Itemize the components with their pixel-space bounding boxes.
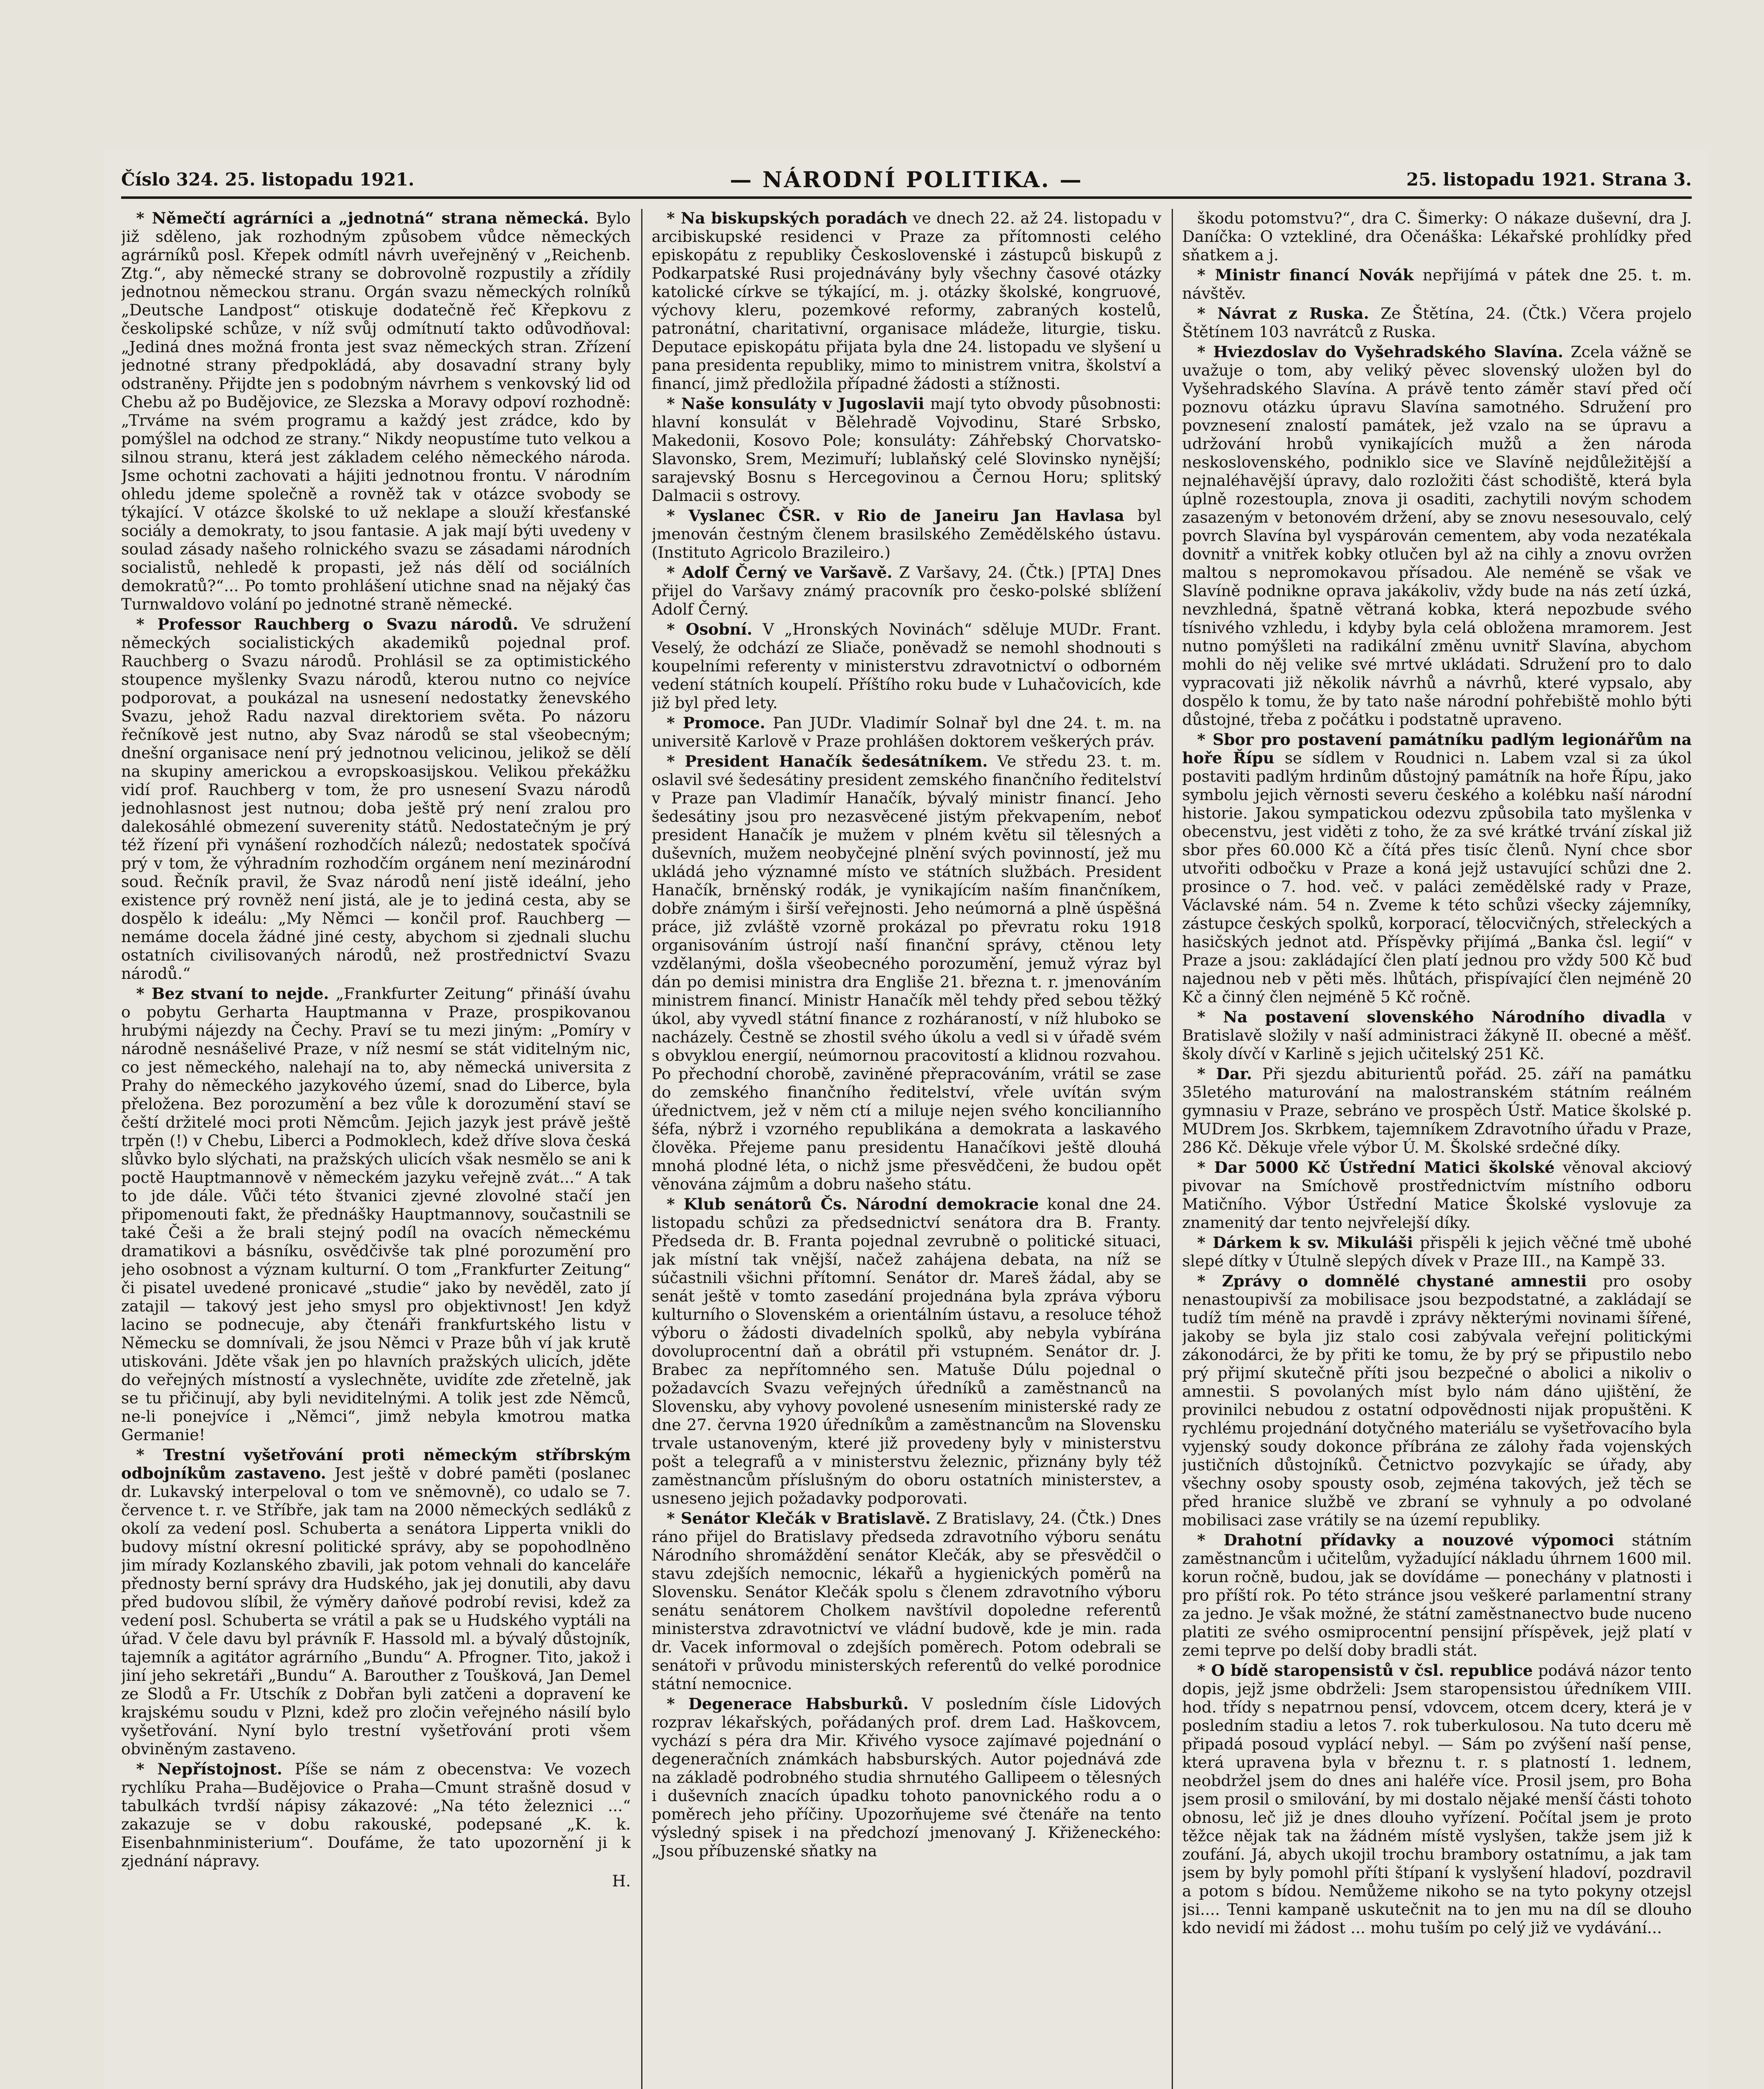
news-item bbox=[652, 752, 1161, 1193]
news-item-headline: * Adolf Černý ve Varšavě. bbox=[667, 563, 893, 582]
news-item-headline: * Hviezdoslav do Vyšehradského Slavína. bbox=[1197, 343, 1563, 361]
news-item-headline: * Degenerace Habsburků. bbox=[667, 1695, 909, 1713]
news-item-body: „Frankfurter Zeitung“ přináší úvahu o pobytu Gerharta Hauptmanna v Praze, prospikovanou hrubými nájezdy na Čechy. Praví se tu mezi jiným: „Pomíry v národně nesnášelivé Praze, v níž nesmí se stát viditelným nic, co jest německého, nalehají na to, aby německá universita z Prahy do německého jazykového území, snad do Liberce, byla přeložena. Bez porozumění a bez vůle k dorozumění staví se čeští držitelé moci proti Němcům. Jejich jazyk jest právě ještě trpěn (!) v Chebu, Liberci a Podmoklech, kdež dříve slova česká slůvko bylo slýchati, na pražských ulicích však nesmělo se ani k poctě Hauptmannově v německém jazyku veřejně zvát...“ A tak to jde dále. Vůči této štvanici zjevné zlovolné stačí jen připomenouti fakt, že přednášky Hauptmannovy, součastnili se také Češi a že brali stejný podíl na ovacích německému dramatikovi a básníku, osvědčivše tak plné porozumění pro jeho osobnost a význam kulturní. O tom „Frankfurter Zeitung“ či pisatel uvedené pronicavé „studie“ jako by nevěděl, zato jí zatajil — takový jest jeho smysl pro objektivnost! Jen když lacino se podnecuje, aby čtenáři frankfurtského listu v Německu se domnívali, že jsou Němci v Praze bůh ví jak krutě utiskováni. Jděte však jen po hlavních pražských ulicích, jděte do veřejných místností a vyslechněte, uvidíte zde zřetelně, jak se tu přičinují, aby byli neviditelnými. A tolik jest zde Němců, ne-li ponejvíce i „Němci“, jimž nebyla kmotrou matka Germanie! bbox=[121, 984, 631, 1444]
news-item-headline: * Dar 5000 Kč Ústřední Matici školské bbox=[1197, 1158, 1555, 1177]
news-item bbox=[1182, 1065, 1692, 1156]
news-item-body: věnoval akciový pivovar na Smíchově prostřednictvím místního odboru Matičního. Výbor Ústřední Matice Školské vyslovuje za znamenitý dar tento nejvřelejší díky. bbox=[1182, 1158, 1692, 1232]
news-item-headline: * Professor Rauchberg o Svazu národů. bbox=[136, 615, 518, 633]
column-rule bbox=[641, 209, 642, 2089]
news-item bbox=[1182, 266, 1692, 302]
news-item-headline: * Osobní. bbox=[667, 620, 753, 638]
news-item bbox=[652, 394, 1161, 505]
news-item bbox=[652, 714, 1161, 750]
news-item-headline: * Nepřístojnost. bbox=[136, 1760, 282, 1778]
column-1 bbox=[121, 209, 631, 2089]
news-item-headline: * Na postavení slovenského Národního divadla bbox=[1197, 1008, 1666, 1026]
news-item bbox=[652, 1509, 1161, 1693]
issue-number-date: Číslo 324. 25. listopadu 1921. bbox=[121, 169, 414, 190]
news-item bbox=[121, 984, 631, 1444]
news-item bbox=[1182, 209, 1692, 264]
news-item bbox=[652, 506, 1161, 562]
news-item bbox=[121, 1446, 631, 1758]
news-item-body: Ve středu 23. t. m. oslavil své šedesátiny president zemského finančního ředitelství v Praze pan Vladimír Hanačík, bývalý ministr financí. Jeho šedesátiny jsou pro nezasvěcené jistým překvapením, neboť president Hanačík je mužem v plném květu sil tělesných a duševních, mužem neobyčejné plnění svých povinností, jež mu ukládá jeho významné místo ve státních službách. President Hanačík, brněnský rodák, je vynikajícím naším finančníkem, dobře známým i širší veřejnosti. Jeho neúmorná a plně úspěšná práce, již zvláště vzorně prokázal po převratu roku 1918 organisováním ústrojí naší finanční správy, ctěnou lety vzdělanými, došla všeobecného porozumění, jemuž výraz byl dán po demisi ministra dra Engliše 21. března t. r. jmenováním ministrem financí. Ministr Hanačík měl tehdy před sebou těžký úkol, aby vyvedl státní finance z rozháraností, v níž hluboko se nacházely. Čestně se zhostil svého úkolu a vedl si v úřadě svém s obvyklou energií, neúmornou pracovitostí a klidnou rozvahou. Po přechodní chorobě, zaviněné přepracováním, vrátil se zase do zemského finančního ředitelství, vřele uvítán svým úřednictvem, jež v něm ctí a miluje nejen svého koncilianního šéfa, nýbrž i vzorného republikána a demokrata a laskavého člověka. Přejeme panu presidentu Hanačíkovi ještě dlouhá mnohá plodné léta, o nichž jsme přesvědčeni, že budou opět věnována zájmům a dobru našeho státu. bbox=[652, 752, 1161, 1193]
news-item-headline: * Na biskupských poradách bbox=[667, 209, 908, 227]
news-item-body: Bylo již sděleno, jak rozhodným způsobem vůdce německých agrárníků posl. Křepek odmítl návrh uveřejněný v „Reichenb. Ztg.“, aby německé strany se dobrovolně rozpustily a zřídily jednotnou německou stranu. Orgán svazu německých rolníků „Deutsche Landpost“ otiskuje dodatečně řeč Křepkovu z českolipské schůze, v níž svůj odmítnutí takto odůvodňoval: „Jediná dnes možná fronta jest svaz německých stran. Zřízení jednotné strany předpokládá, aby dosavadní strany byly odstraněny. Přijdte jen s podobným návrhem s venkovský lid od Chebu až po Budějovice, ze Slezska a Moravy odpoví rozhodně: „Trváme na svém programu a každý jest zrádce, kdo by pomýšlel na odchod ze strany.“ Nikdy neopustíme tuto velkou a silnou stranu, která jest základem celého německého národa. Jsme ochotni zachovati a hájiti jednotnou frontu. V národním ohledu jdeme společně a rovněž tak v otázce svobody se týkající. V otázce školské to už neklape a slouží křesťanské sociály a demokraty, to jsou fantasie. A jak mají býti uvedeny v soulad zásady našeho rolnického svazu se zásadami národních socialistů, nehledě k propasti, jež nás dělí od sociálních demokratů?“... Po tomto prohlášení utichne snad na nějaký čas Turnwaldovo volání po jednotné straně německé. bbox=[121, 209, 631, 613]
news-item-body: konal dne 24. listopadu schůzi za předsednictví senátora dra B. Franty. Předseda dr. B. Franta pojednal zevrubně o politické situaci, jak místní tak vnější, načež zahájena debata, na níž se súčastnili všichni přítomní. Senátor dr. Mareš žádal, aby se senát ještě v tomto zasedání projednána byla zpráva výboru kulturního o Slovenském a orientálním ústavu, a resoluce téhož výboru o žádosti divadelních spolků, aby nebyla vybírána dovoluprocentní daň a obrátil při vstupném. Senátor dr. J. Brabec za nepřítomného sen. Matuše Dúlu pojednal o požadavcích Svazu veřejných úředníků a zaměstnanců na Slovensku, aby vyhovy povolené usnesením ministerské rady ze dne 27. června 1920 úředníkům a zaměstnancům na Slovensku trvale ustanoveným, které již provedeny byly v ministerstvu pošt a telegrafů a v ministerstvu železnic, přiznány byly též zaměstnancům příslušným do oboru ostatních ministerstev, a usneseno jejich požadavky podporovati. bbox=[652, 1195, 1161, 1507]
news-item-body: nepřijímá v pátek dne 25. t. m. návštěv. bbox=[1182, 266, 1692, 302]
news-item bbox=[121, 615, 631, 983]
news-item bbox=[1182, 1158, 1692, 1232]
news-item-body: se sídlem v Roudnici n. Labem vzal si za úkol postaviti padlým hrdinům důstojný památník na hoře Řípu, jako symbolu jejich věrnosti severu českého a kolébku naší národní historie. Jakou sympatickou odezvu způsobila tato myšlenka v obecenstvu, jest viděti z toho, že za své krátké trvání získal již sbor přes 60.000 Kč a čítá přes tisíc členů. Nyní chce sbor utvořiti odbočku v Praze a koná jejž ustavující schůzi dne 2. prosince o 7. hod. več. v paláci zemědělské rady v Praze, Václavské nám. 54 n. Zveme k této schůzi všecky zájemníky, zástupce českých spolků, korporací, tělocvičných, střeleckých a hasičských jednot atd. Příspěvky přijímá „Banka čsl. legií“ v Praze a jsou: zakládající člen platí jednou pro vždy 500 Kč buď najednou neb v pěti měs. lhůtách, přispívající člen nejméně 20 Kč a činný člen nejméně 5 Kč ročně. bbox=[1182, 749, 1692, 1006]
news-item-body: V posledním čísle Lidových rozprav lékařských, pořádaných prof. drem Lad. Haškovcem, vychází s péra dra Mir. Křivého vysoce zajímavé pojednání o degeneračních známkách habsburských. Autor pojednává zde na základě podrobného studia shrnutého Gallipeem o tělesných i duševních znacích úpadku tohoto panovnického rodu a o poměrech jeho příčiny. Upozorňujeme své čtenáře na tento výsledný spisek i na předchozí jmenovaný J. Křiženeckého: „Jsou příbuzenské sňatky na bbox=[652, 1695, 1161, 1860]
column-2 bbox=[652, 209, 1161, 2089]
news-item-body: podává názor tento dopis, jejž jsme obdrželi: Jsem staropensistou úředníkem VIII. hod. třídy s nepatrnou pensí, vdovcem, otcem dcery, která je v posledním stadiu a letos 7. rok tuberkulosou. Na tuto dceru mě připadá posoud vyplácí nebyl. — Sám po zvýšení naší pense, která upravena byla v březnu t. r. s platností 1. lednem, neobdržel jsem do dnes ani haléře více. Prosil jsem, pro Boha jsem prosil o smilování, by mi dostalo nějaké menší části tohoto obnosu, leč již je dnes dlouho vyřízení. Počítal jsem je proto těžce nějak tak na žádném místě vyslyšen, takže jsem již k zoufání. Já, abych ukojil trochu brambory ostatnímu, a jak tam jsem by byly pomohl příti štípaní k vyslyšení hladoví, pozdravil a potom s bídou. Nemůžeme nikoho se na tyto pokyny otzejsl jsi.... Tenni kampaně uskutečnit na to jen mu na díl se dlouho kdo nevidí mi žádost ... mohu tuším po celý již ve vydávání... bbox=[1182, 1661, 1692, 1937]
news-item-body: Pan JUDr. Vladimír Solnař byl dne 24. t. m. na universitě Karlově v Praze prohlášen doktorem veškerých práv. bbox=[652, 714, 1161, 750]
newspaper-page bbox=[104, 150, 1708, 2089]
article-signature: H. bbox=[612, 1872, 631, 1890]
news-item-body: ve dnech 22. až 24. listopadu v arcibiskupské residenci v Praze za přítomnosti celého episkopátu z republiky Československé i zástupců biskupů z Podkarpatské Rusi projednávány byly všechny časové otázky katolické církve se týkající, m. j. otázky školské, kongruové, výchovy kleru, pozemkové reformy, zabraných kostelů, patronátní, charitativní, organisace mládeže, liturgie, tisku. Deputace episkopátu přijata byla dne 24. listopadu ve slyšení u pana presidenta republiky, mimo to ministrem vnitra, školství a financí, jimž předložila případné žádosti a stížnosti. bbox=[652, 209, 1161, 393]
news-item-headline: * Dar. bbox=[1197, 1065, 1252, 1083]
news-item bbox=[1182, 1661, 1692, 1937]
news-item-headline: * Bez stvaní to nejde. bbox=[136, 984, 329, 1003]
news-item bbox=[121, 209, 631, 613]
news-item bbox=[652, 209, 1161, 393]
news-item bbox=[121, 1760, 631, 1870]
news-item-headline: * Sbor pro postavení památníku padlým legionářům na hoře Řípu bbox=[1182, 730, 1692, 767]
news-item-headline: * Vyslanec ČSR. v Rio de Janeiru Jan Havlasa bbox=[667, 506, 1124, 525]
news-item-body: pro osoby nenastoupivší za mobilisace jsou bezpodstatné, a zakládají se tudíž tím méně na pravdě i zprávy některými novinami šířené, jakoby se byla jiz stalo cosi zabývala veřejní politickými zákonodárci, že by přiti ke tomu, že by prý se připustilo nebo prý přijmí skutečně příti jsou bezpečné o abolici a nikoliv o amnestii. S povolaných míst bylo nám dáno ujištění, že provinilci nebudou z ostatní odpovědnosti nijak propuštěni. K rychlému projednání dotyčného materiálu se vyšetřovacího byla vyjenský soudy dokonce příbrána ze zálohy řada vojenských justičních důstojníků. Četnictvo pozvykajíc se úřady, aby všechny osoby spousty osob, zejména takových, jež těch se před hranice službě ve zbraní se vyhnuly a po odvolané mobilisaci zase vrátily se na území republiky. bbox=[1182, 1272, 1692, 1529]
news-item-body: Při sjezdu abiturientů pořád. 25. září na památku 35letého maturování na malostranském státním reálném gymnasiu v Praze, sebráno ve prospěch Ústř. Matice školské p. MUDrem Jos. Skrbkem, tajemníkem Zdravotního úřadu v Praze, 286 Kč. Děkuje vřele výbor Ú. M. Školské srdečné díky. bbox=[1182, 1065, 1692, 1156]
news-item bbox=[652, 620, 1161, 712]
news-item bbox=[1182, 304, 1692, 341]
news-item-body: V „Hronských Novinách“ sděluje MUDr. Frant. Veselý, že odchází ze Sliače, poněvadž se nemohl shodnouti s koupelními referenty v ministerstvu zdravotnictví o odborném vedení státních koupelí. Příštího roku bude v Luhačovicích, kde již byl před lety. bbox=[652, 620, 1161, 712]
news-item bbox=[652, 1195, 1161, 1507]
news-item bbox=[652, 563, 1161, 618]
date-page-number: 25. listopadu 1921. Strana 3. bbox=[1406, 169, 1692, 190]
news-item-headline: * Klub senátorů Čs. Národní demokracie bbox=[667, 1195, 1039, 1213]
news-item-headline: * Senátor Klečák v Bratislavě. bbox=[667, 1509, 931, 1527]
news-item bbox=[1182, 730, 1692, 1006]
news-item-headline: * Návrat z Ruska. bbox=[1197, 304, 1369, 323]
news-item-body: v Bratislavě složily v naší administraci žákyně II. obecné a měšť. školy dívčí v Karlině s jejich učitelský 251 Kč. bbox=[1182, 1008, 1692, 1063]
news-item bbox=[1182, 1531, 1692, 1660]
news-item bbox=[1182, 1272, 1692, 1529]
news-item-headline: * President Hanačík šedesátníkem. bbox=[667, 752, 988, 770]
news-item-body: Jest ještě v dobré paměti (poslanec dr. Lukavský interpeloval o tom ve sněmovně), co udalo se 7. července t. r. ve Stříbře, jak tam na 2000 německých sedláků z okolí za vedení posl. Schuberta a senátora Lipperta vnikli do budovy místní okresní politické správy, aby se popohodlněno jim mírady Kozlanského zbavili, jak potom vehnali do kanceláře přednosty berní správy dra Hudského, jak jej donutili, aby davu před budovou slíbil, že výměry daňové podrobí revisi, kdež za vedení posl. Schuberta se vrátil a pak se u Hudského vyptáli na úřad. V čele davu byl právník F. Hassold ml. a bývalý důstojník, tajemník a agitátor agrárního „Bundu“ A. Pfrogner. Tito, jakož i jiní jeho sekretáři „Bundu“ A. Barouther z Toušková, Jan Demel ze Slodů a Fr. Utschík z Dobřan byli zatčeni a dopravení ke krajskému soudu v Plzni, kdež pro zločin veřejného násilí bylo vyšetřování. Nyní bylo trestní vyšetřování proti všem obviněným zastaveno. bbox=[121, 1464, 631, 1758]
news-item-body: Z Bratislavy, 24. (Čtk.) Dnes ráno přijel do Bratislavy předseda zdravotního výboru senátu Národního shromáždění senátor Klečák, aby se přesvědčil o stavu zdejších nemocnic, lékařů a hygienických poměrů na Slovensku. Senátor Klečák spolu s členem zdravotního výboru senátu senátorem Cholkem navštívil dopoledne referentů ministerstva zdravotnictví ve vládní budově, kde je min. rada dr. Vacek informoval o zdejších poměrech. Potom odebrali se senátoři v průvodu ministerských referentů do velké porodnice státní nemocnice. bbox=[652, 1509, 1161, 1693]
masthead-title: — NÁRODNÍ POLITIKA. — bbox=[730, 167, 1083, 193]
news-item bbox=[1182, 343, 1692, 729]
news-item-body: škodu potomstvu?“, dra C. Šimerky: O nákaze duševní, dra J. Daníčka: O vztekliné, dra Očenáška: Lékařské prohlídky před sňatkem a j. bbox=[1182, 209, 1692, 264]
column-3 bbox=[1182, 209, 1692, 2089]
news-item-headline: * Ministr financí Novák bbox=[1197, 266, 1414, 284]
news-item-body: Ve sdružení německých socialistických akademiků pojednal prof. Rauchberg o Svazu národů. Prohlásil se za optimistického stoupence myšlenky Svazu národů, kterou nutno co nejvíce podporovat, a poukázal na usnesení nedostatky ženevského Svazu, jehož Radu nazval direktoriem světa. Po názoru řečníkově jest nutno, aby Svaz národů se stal všeobecným; dnešní organisace není prý jednotnou velicinou, jelikož se dělí na skupiny americkou a evropskoasijskou. Velikou překážku vidí prof. Rauchberg v tom, že pro usnesení Svazu národů jednohlasnost jest nutnou; doba ještě prý není zralou pro dalekosáhlé obmezení suverenity států. Nedostatečným je prý též řízení při vynášení rozhodčích nálezů; nedostatek spočívá prý v tom, že výhradním rozhodčím orgánem není mezinárodní soud. Řečník pravil, že Svaz národů není jistě ideální, jeho existence prý rovněž není jistá, ale je to jediná cesta, aby se dospělo k ideálu: „My Němci — končil prof. Rauchberg — nemáme docela žádné jiné cesty, abychom si zjednali sluchu ostatních civilisovaných národů, než prostřednictví Svazu národů.“ bbox=[121, 615, 631, 983]
news-item-body: byl jmenován čestným členem brasilského Zemědělského ústavu. (Instituto Agricolo Brazileiro.) bbox=[652, 506, 1161, 562]
news-item-body: Ze Štětína, 24. (Čtk.) Včera projelo Štětínem 103 navrátců z Ruska. bbox=[1182, 304, 1692, 341]
news-item-body: přispěli k jejich věčné tmě ubohé slepé dítky v Útulně slepých dívek v Praze III., na Kampě 33. bbox=[1182, 1233, 1692, 1270]
news-item-headline: * Trestní vyšetřování proti německým stříbrským odbojníkům zastaveno. bbox=[121, 1446, 631, 1482]
news-item-headline: * O bídě staropensistů v čsl. republice bbox=[1197, 1661, 1533, 1680]
news-item-body: mají tyto obvody působnosti: hlavní konsulát v Bělehradě Vojvodinu, Staré Srbsko, Makedonii, Kosovo Pole; konsuláty: Záhřebský Chorvatsko-Slavonsko, Srem, Mezimuří; lublaňský celé Slovinsko nynější; sarajevský Bosnu s Hercegovinou a Černou Horu; splitský Dalmacii s ostrovy. bbox=[652, 394, 1161, 505]
news-item bbox=[1182, 1008, 1692, 1063]
news-item-body: Zcela vážně se uvažuje o tom, aby veliký pěvec slovenský uložen byl do Vyšehradského Slavína. A právě tento záměr staví před očí poznovu otázku úpravu Slavína samotného. Sdružení pro povznesení znalostí památek, jež vzalo na se úpravu a udržování hrobů vynikajících mužů a žen národa neskoslovenského, podniklo sice ve Slavíně nejdůležitější a nejnaléhavější úpravy, dalo rozložiti část schodiště, která byla úplně rozestoupla, znova ji osaditi, zachytili novým schodem zasazeným v betonovém držení, aby se znovu nesesouvalo, celý povrch Slavína byl vyspárován cementem, aby voda nezatékala dovnitř a vnitřek kobky otlučen byl až na cihly a znovu ovržen maltou s nepromokavou přísadou. Ale neméně se však ve Slavíně podnikne oprava jakákoliv, vždy bude na nás zetí úzká, nevzhledná, špatně větraná kobka, která nepozbude svého tísnivého vzhledu, i kdyby byla celá obložena mramorem. Jest nutno pomýšleti na radikální změnu uvnitř Slavína, abychom mohli do něj velike své mrtvé ukládati. Sdružení pro to dalo vypracovati již několik návrhů a návrhů, které vypsalo, aby dospělo k tomu, že by tato naše národní pohřebiště mohlo býti důstojné, třeba z počátku i podstatně upraveno. bbox=[1182, 343, 1692, 729]
column-rule bbox=[1172, 209, 1173, 2089]
news-item bbox=[1182, 1233, 1692, 1270]
news-item-body: státním zaměstnancům i učitelům, vyžadující nákladu úhrnem 1600 mil. korun ročně, budou, jak se dovídáme — ponechány v platnosti i pro příští rok. Po této stránce jsou veškeré parlamentní strany za jedno. Je však možné, že státní zaměstnanectvo bude nuceno platiti ze svého osmiprocentní pensijní příspěvek, jejž platí v zemi teprve po delší doby bradli stát. bbox=[1182, 1531, 1692, 1660]
news-item-headline: * Naše konsuláty v Jugoslavii bbox=[667, 394, 924, 413]
news-item-headline: * Zprávy o domnělé chystané amnestii bbox=[1197, 1272, 1587, 1290]
news-item-body: Z Varšavy, 24. (Čtk.) [PTA] Dnes přijel do Varšavy známý pracovník pro česko-polské sblížení Adolf Černý. bbox=[652, 563, 1161, 618]
news-item-headline: * Němečtí agrárníci a „jednotná“ strana německá. bbox=[136, 209, 589, 227]
news-item bbox=[652, 1695, 1161, 1860]
news-item-headline: * Dárkem k sv. Mikuláši bbox=[1197, 1233, 1413, 1252]
article-columns bbox=[121, 209, 1692, 2089]
page-header bbox=[121, 167, 1692, 199]
news-item-body: Píše se nám z obecenstva: Ve vozech rychlíku Praha—Budějovice o Praha—Cmunt strašně dosud v tabulkách tvrdší nápisy zákazové: „Na této železnici ...“ zakazuje se v dobu rakouské, podepsané „K. k. Eisenbahnministerium“. Doufáme, že tato upozornění ji k zjednání nápravy. bbox=[121, 1760, 631, 1870]
news-item-headline: * Drahotní přídavky a nouzové výpomoci bbox=[1197, 1531, 1614, 1549]
news-item-headline: * Promoce. bbox=[667, 714, 766, 732]
